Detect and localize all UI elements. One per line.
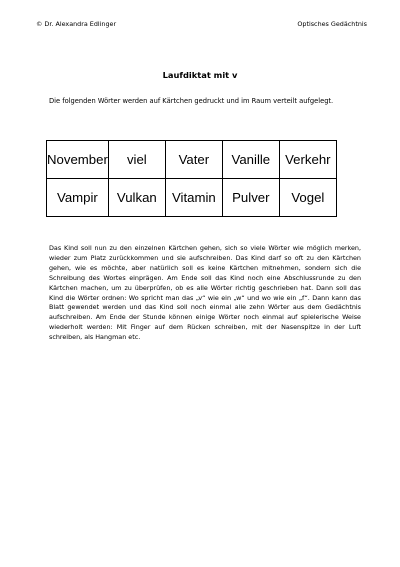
word-table (46, 140, 337, 217)
header-author: © Dr. Alexandra Edlinger (36, 20, 117, 28)
word-cell: Vater (165, 141, 222, 179)
word-cell: Pulver (222, 179, 279, 217)
word-cell: Vitamin (165, 179, 222, 217)
word-cell: Vogel (279, 179, 336, 217)
word-cell: Verkehr (279, 141, 336, 179)
header-topic: Optisches Gedächtnis (297, 20, 367, 28)
word-cell: Vampir (47, 179, 109, 217)
page-title: Laufdiktat mit v (162, 70, 238, 80)
word-cell: Vanille (222, 141, 279, 179)
instructions-paragraph: Das Kind soll nun zu den einzelnen Kärtchen gehen, sich so viele Wörter wie möglich merken, wieder zum Platz zurückkommen und sie aufschreiben. Das Kind darf so oft zu den Kärtchen gehen, wie es möchte, aber natürlich soll es keine Kärtchen mitnehmen, sondern sich die Schreibung des Wortes einprägen. Am Ende soll das Kind noch eine Abschlussrunde zu den Kärtchen machen, um zu überprüfen, ob es alle Wörter richtig geschrieben hat. Dann soll das Kind die Wörter ordnen: Wo spricht man das „v“ wie ein „w“ und wo wie ein „f“. Dann kann das Blatt gewendet werden und das Kind soll noch einmal alle zehn Wörter aus dem Gedächtnis aufschreiben. Am Ende der Stunde können einige Wörter noch einmal auf spielerische Weise wiederholt werden: Mit Finger auf dem Rücken schreiben, mit der Nasenspitze in der Luft schreiben, als Hangman etc. (49, 244, 361, 342)
word-cell: Vulkan (108, 179, 165, 217)
word-table-row (47, 179, 337, 217)
intro-paragraph: Die folgenden Wörter werden auf Kärtchen gedruckt und im Raum verteilt aufgelegt. (49, 97, 334, 105)
word-cell: November (47, 141, 109, 179)
word-table-row (47, 141, 337, 179)
word-cell: viel (108, 141, 165, 179)
